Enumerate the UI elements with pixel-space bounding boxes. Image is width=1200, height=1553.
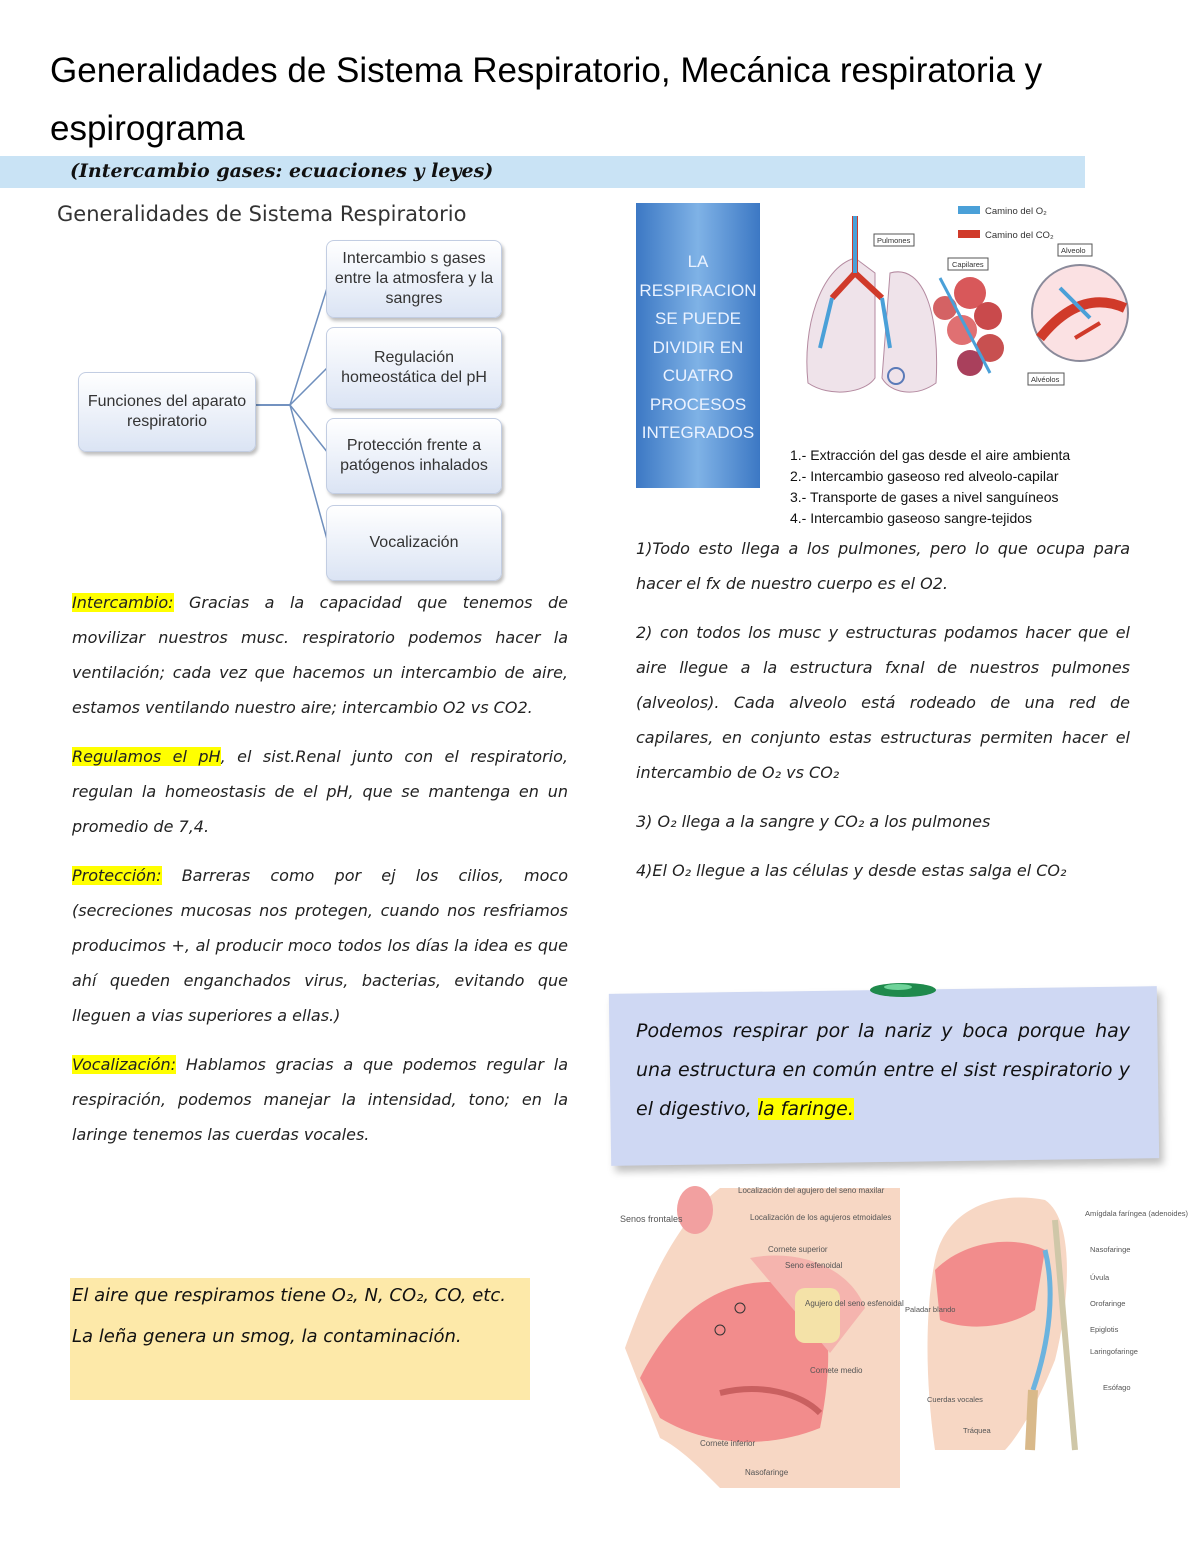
lung-illustration — [790, 198, 1135, 438]
nasal-cavity-illustration — [600, 1178, 904, 1488]
pharynx-illustration — [905, 1180, 1188, 1450]
pushpin-icon — [868, 980, 938, 998]
label-alveolo: Alveolo — [1061, 246, 1086, 255]
right-text — [636, 531, 1130, 902]
process-item: 3.- Transporte de gases a nivel sanguíneos — [790, 489, 1059, 505]
process-panel-text: LA RESPIRACION SE PUEDE DIVIDIR EN CUATRO PROCESOS INTEGRADOS — [639, 252, 757, 442]
label-orofaringe: Orofaringe — [1090, 1299, 1126, 1308]
capillaries-icon — [933, 277, 1004, 376]
label-cornete-superior: Cornete superior — [768, 1245, 828, 1254]
paragraph-vocalizacion: Vocalización: Hablamos gracias a que podemos regular la respiración, podemos manejar la intensidad, tono; en la laringe tenemos las cuerdas vocales. — [72, 1055, 568, 1144]
term-highlight: Regulamos el pH — [72, 747, 221, 766]
paragraph-proteccion: Protección: Barreras como por ej los cilios, moco (secreciones mucosas nos protegen, cuando nos resfriamos producimos +, al producir moco todos los días la idea es que ahí queden enganchados virus, bacterias, evitando que lleguen a vias superiores a ellas.) — [72, 866, 568, 1025]
label-esofago: Esófago — [1103, 1383, 1131, 1392]
label-nasofaringe: Nasofaringe — [745, 1468, 789, 1477]
term-highlight: Intercambio: — [72, 593, 174, 612]
label-agujeros-etmoidales: Localización de los agujeros etmoidales — [750, 1213, 892, 1222]
process-item: 4.- Intercambio gaseoso sangre-tejidos — [790, 510, 1033, 526]
label-agujero-maxilar: Localización del agujero del seno maxilar — [738, 1186, 885, 1195]
label-alveolos: Alvéolos — [1031, 375, 1060, 384]
process-item: 2.- Intercambio gaseoso red alveolo-capilar — [790, 468, 1059, 484]
label-seno-esfenoidal: Seno esfenoidal — [785, 1261, 843, 1270]
diagram-root: Funciones del aparato respiratorio — [78, 372, 256, 452]
label-agujero-esfenoidal: Agujero del seno esfenoidal — [805, 1299, 904, 1308]
term-highlight: Protección: — [72, 866, 162, 885]
term-highlight: Vocalización: — [72, 1055, 177, 1074]
section-heading: Generalidades de Sistema Respiratorio — [57, 202, 467, 226]
process-list — [790, 445, 1090, 529]
diagram-branch-protection: Protección frente a patógenos inhalados — [326, 418, 502, 494]
label-cuerdas: Cuerdas vocales — [927, 1395, 983, 1404]
diagram-branch-ph: Regulación homeostática del pH — [326, 327, 502, 409]
label-nasofaringe-2: Nasofaringe — [1090, 1245, 1131, 1254]
process-item: 1.- Extracción del gas desde el aire ambienta — [790, 447, 1071, 463]
label-cornete-inferior: Cornete inferior — [700, 1439, 756, 1448]
step-3: 3) O₂ llega a la sangre y CO₂ a los pulmones — [636, 812, 991, 831]
label-paladar: Paladar blando — [905, 1305, 956, 1314]
subtitle: (Intercambio gases: ecuaciones y leyes) — [70, 160, 494, 182]
paragraph-ph: Regulamos el pH, el sist.Renal junto con el respiratorio, regulan la homeostasis de el pH, que se mantenga en un promedio de 7,4. — [72, 747, 568, 836]
label-pulmones: Pulmones — [877, 236, 911, 245]
step-4: 4)El O₂ llegue a las células y desde estas salga el CO₂ — [636, 861, 1067, 880]
legend-co2: Camino del CO₂ — [985, 230, 1054, 241]
left-text — [72, 585, 568, 1166]
label-traquea: Tráquea — [963, 1426, 991, 1435]
legend-o2: Camino del O₂ — [985, 206, 1047, 217]
diagram-branch-exchange: Intercambio s gases entre la atmosfera y la sangres — [326, 240, 502, 318]
step-1: 1)Todo esto llega a los pulmones, pero lo que ocupa para hacer el fx de nuestro cuerpo es el O2. — [636, 539, 1130, 593]
page-title: Generalidades de Sistema Respiratorio, Mecánica respiratoria y espirograma — [50, 51, 1043, 148]
label-amigdala: Amígdala faríngea (adenoides) — [1085, 1209, 1188, 1218]
label-cornete-medio: Cornete medio — [810, 1366, 863, 1375]
paragraph-intercambio: Intercambio: Gracias a la capacidad que tenemos de movilizar nuestros musc. respiratorio podemos hacer la ventilación; cada vez que hacemos un intercambio de aire, estamos ventilando nuestro aire; intercambio O2 vs CO2. — [72, 593, 568, 717]
alveolus-icon — [1032, 265, 1128, 361]
label-epiglotis: Epiglotis — [1090, 1325, 1119, 1334]
label-capilares: Capilares — [952, 260, 984, 269]
sticky-note-text: Podemos respirar por la nariz y boca porque hay una estructura en común entre el sist respiratorio y el digestivo, la faringe. — [636, 1020, 1130, 1120]
diagram-branch-vocalization: Vocalización — [326, 505, 502, 581]
lungs-icon — [807, 216, 937, 392]
diagram-connectors — [250, 285, 330, 555]
label-laringofaringe: Laringofaringe — [1090, 1347, 1138, 1356]
step-2: 2) con todos los musc y estructuras podamos hacer que el aire llegue a la estructura fxnal de nuestros pulmones (alveolos). Cada alveolo está rodeado de una red de capilares, en conjunto estas estructuras permiten hacer el intercambio de O₂ vs CO₂ — [636, 623, 1130, 782]
label-senos-frontales: Senos frontales — [620, 1214, 683, 1224]
label-uvula: Úvula — [1090, 1273, 1110, 1282]
sinus-frontal-icon — [677, 1186, 713, 1234]
faringe-highlight: la faringe. — [757, 1098, 854, 1120]
air-note: El aire que respiramos tiene O₂, N, CO₂, CO, etc. La leña genera un smog, la contaminación. — [72, 1285, 506, 1347]
